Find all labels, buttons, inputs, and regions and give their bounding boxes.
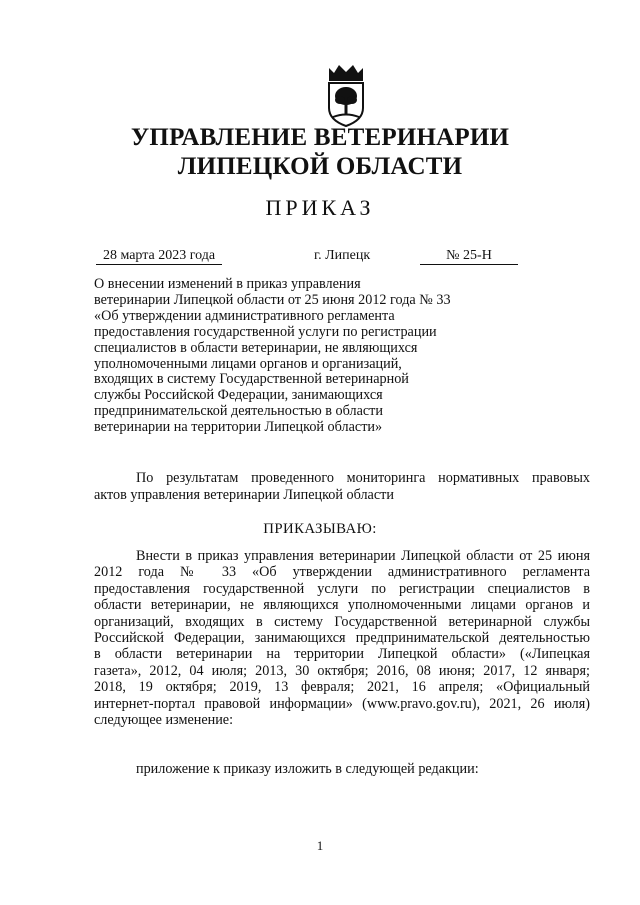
subject-line: предоставления государственной услуги по регистрации xyxy=(94,323,437,340)
body-line: области ветеринарии, не являющихся уполномоченными лицами органов и xyxy=(94,597,590,614)
body-line: в области ветеринарии на территории Липецкой области» («Липецкая xyxy=(94,646,590,663)
document-subject xyxy=(94,277,454,436)
order-body xyxy=(94,548,590,728)
org-name-line1: УПРАВЛЕНИЕ ВЕТЕРИНАРИИ xyxy=(130,124,510,151)
preamble-line: актов управления ветеринарии Липецкой области xyxy=(94,487,394,503)
body-line: Внести в приказ управления ветеринарии Липецкой области от 25 июня xyxy=(136,548,590,564)
subject-line: уполномоченными лицами органов и организаций, xyxy=(94,355,402,372)
subject-line: ветеринарии на территории Липецкой области» xyxy=(94,419,383,436)
body-line: 2018, 19 октября; 2019, 13 февраля; 2021, 16 апреля; «Официальный xyxy=(94,679,590,696)
body-line: интернет-портал правовой информации» (www.pravo.gov.ru), 2021, 26 июля) xyxy=(94,695,590,712)
document-type: ПРИКАЗ xyxy=(265,195,375,220)
subject-line: ветеринарии Липецкой области от 25 июня 2012 года № 33 xyxy=(94,291,451,308)
subject-line: входящих в систему Государственной ветеринарной xyxy=(94,371,409,388)
body-line: Российской Федерации, занимающихся предпринимательской деятельностью xyxy=(94,630,590,647)
org-name-line2: ЛИПЕЦКОЙ ОБЛАСТИ xyxy=(177,153,463,180)
body-line: предоставления государственной услуги по регистрации специалистов в xyxy=(94,580,590,597)
preamble xyxy=(94,470,590,504)
body-line: следующее изменение: xyxy=(94,712,234,729)
order-heading: ПРИКАЗЫВАЮ: xyxy=(263,521,377,537)
page-number: 1 xyxy=(316,838,324,853)
subject-line: службы Российской Федерации, занимающихся xyxy=(94,387,383,404)
document-number: № 25-Н xyxy=(420,248,518,265)
lipetsk-coat-of-arms-icon xyxy=(323,62,369,128)
body-line: организаций, входящих в систему Государственной ветеринарной службы xyxy=(94,613,590,630)
body-line: 2012 года № 33 «Об утверждении административного регламента xyxy=(94,564,590,581)
subject-line: «Об утверждении административного регламента xyxy=(94,307,395,324)
document-date: 28 марта 2023 года xyxy=(96,248,222,265)
amendment-clause: приложение к приказу изложить в следующей редакции: xyxy=(136,761,479,777)
subject-line: предпринимательской деятельностью в области xyxy=(94,403,383,420)
subject-line: специалистов в области ветеринарии, не являющихся xyxy=(94,339,418,356)
body-line: газета», 2012, 04 июля; 2013, 30 октября; 2016, 08 июня; 2017, 12 января; xyxy=(94,662,590,679)
document-city: г. Липецк xyxy=(314,248,371,263)
subject-line: О внесении изменений в приказ управления xyxy=(94,276,361,292)
preamble-line: По результатам проведенного мониторинга нормативных правовых xyxy=(136,470,590,486)
